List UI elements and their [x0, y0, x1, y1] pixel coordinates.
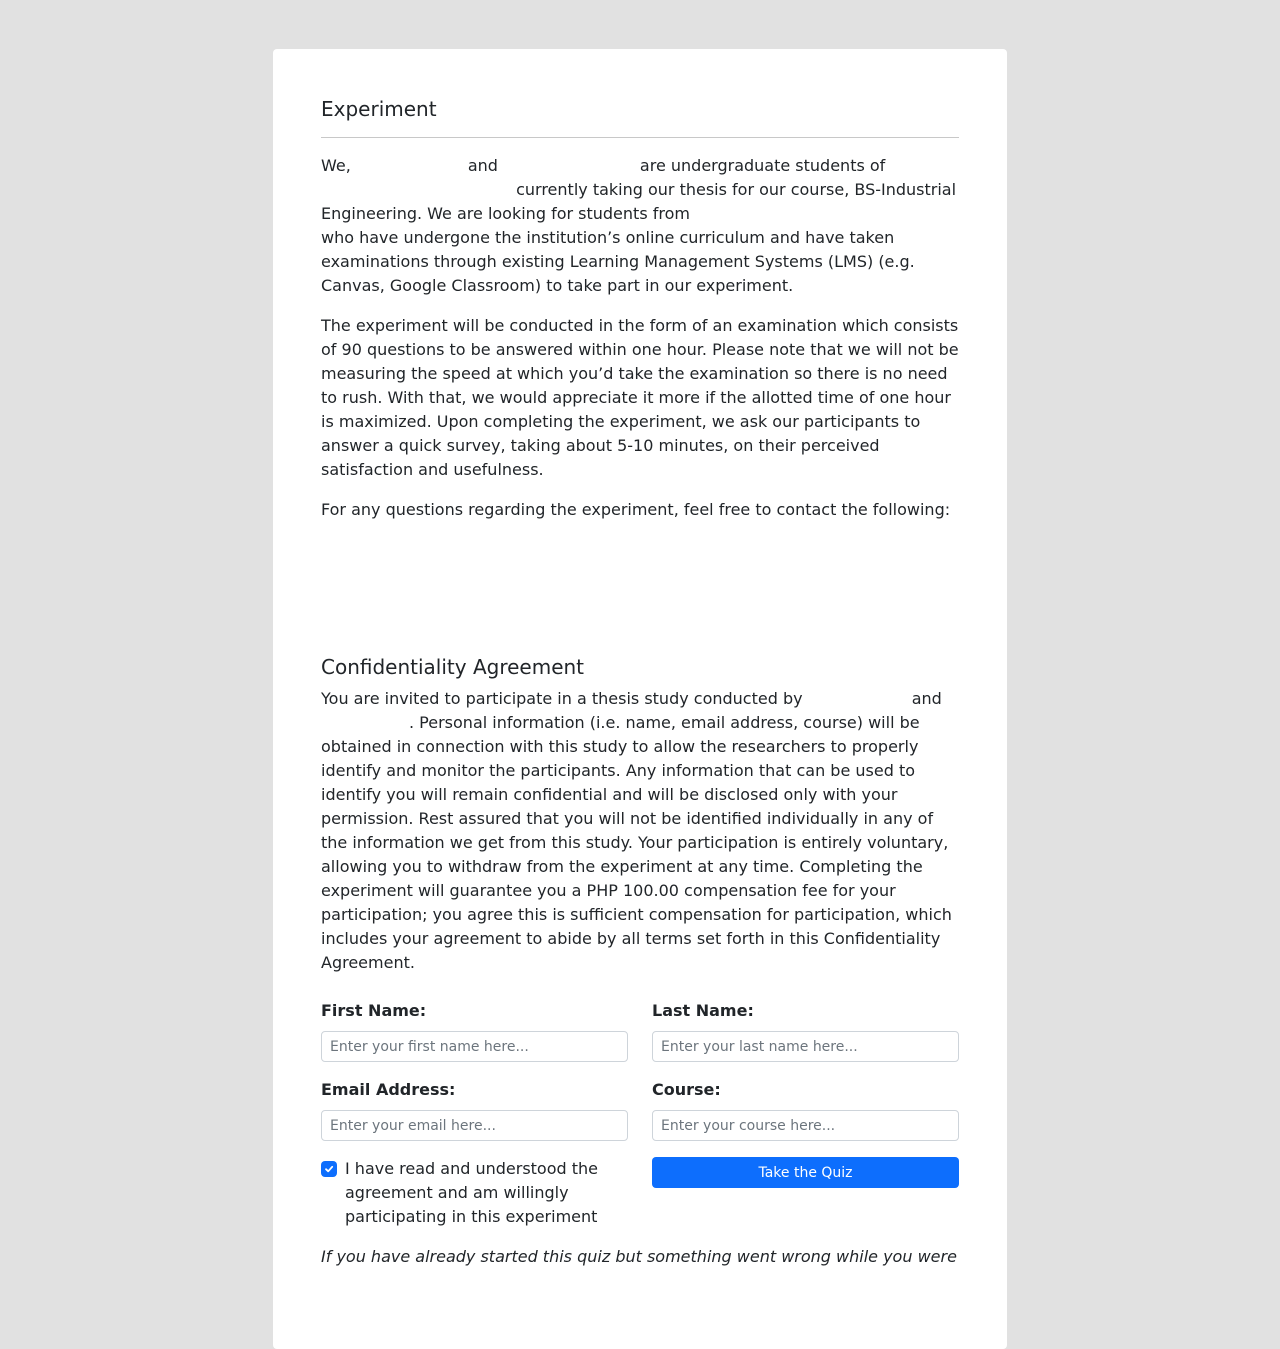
redacted-contacts — [321, 538, 959, 655]
intro-text: currently taking our thesis for our course, BS-Industrial Engineering. We are looking for students from — [321, 180, 957, 223]
course-label: Course: — [652, 1080, 721, 1099]
last-name-label: Last Name: — [652, 1001, 754, 1020]
redacted-name — [351, 170, 468, 171]
agreement-checkbox[interactable] — [321, 1161, 337, 1177]
checkmark-icon — [324, 1164, 334, 1174]
conf-text: . Personal information (i.e. name, email address, course) will be obtained in connection with this study to allow the researchers to properly identify and monitor the participants. Any information that can be used to identify you will remain confidential and will be disclosed only with your permission. Rest assured that you will not be identified individually in any of the information we get from this study. Your participation is entirely voluntary, allowing you to withdraw from the experiment at any time. Completing the experiment will guarantee you a PHP 100.00 compensation fee for your participation; you agree this is sufficient compensation for participation, which includes your agreement to abide by all terms set forth in this Confidentiality Agreement. — [321, 713, 952, 972]
email-field — [321, 1078, 628, 1157]
agreement-row — [321, 1157, 628, 1229]
main-card — [273, 49, 1007, 1349]
last-name-field — [652, 999, 959, 1078]
conf-text: and — [911, 689, 942, 708]
contact-intro: For any questions regarding the experiment, feel free to contact the following: — [321, 500, 951, 519]
conf-text: You are invited to participate in a thesis study conducted by — [321, 689, 803, 708]
redacted-institution — [690, 218, 950, 219]
submit-cell — [652, 1157, 959, 1229]
first-name-field — [321, 999, 628, 1078]
intro-text: We, — [321, 156, 351, 175]
confidentiality-text — [321, 687, 959, 975]
course-input[interactable] — [652, 1110, 959, 1141]
take-quiz-button[interactable]: Take the Quiz — [652, 1157, 959, 1188]
intro-text: are undergraduate students of — [639, 156, 886, 175]
first-name-input[interactable] — [321, 1031, 628, 1062]
restart-note: If you have already started this quiz but something went wrong while you were — [321, 1247, 957, 1266]
participant-form — [321, 999, 959, 1229]
redacted-name — [498, 170, 640, 171]
email-label: Email Address: — [321, 1080, 456, 1099]
redacted-name — [321, 727, 409, 728]
course-field — [652, 1078, 959, 1157]
last-name-input[interactable] — [652, 1031, 959, 1062]
first-name-label: First Name: — [321, 1001, 427, 1020]
experiment-intro — [321, 154, 959, 298]
email-input[interactable] — [321, 1110, 628, 1141]
redacted-name — [803, 703, 907, 704]
experiment-title: Experiment — [321, 49, 959, 138]
intro-text: who have undergone the institution’s online curriculum and have taken examinations through existing Learning Management Systems (LMS) (e.g. Canvas, Google Classroom) to take part in our experiment. — [321, 228, 915, 295]
experiment-details: The experiment will be conducted in the form of an examination which consists of 90 questions to be answered within one hour. Please note that we will not be measuring the speed at which you’d take the examination so there is no need to rush. With that, we would appreciate it more if the allotted time of one hour is maximized. Upon completing the experiment, we ask our participants to answer a quick survey, taking about 5-10 minutes, on their perceived satisfaction and usefulness. — [321, 316, 959, 479]
redacted-institution — [321, 194, 511, 195]
agreement-label[interactable]: I have read and understood the agreement and am willingly participating in this experiment — [345, 1159, 598, 1226]
intro-text: and — [467, 156, 498, 175]
confidentiality-title: Confidentiality Agreement — [321, 655, 585, 679]
